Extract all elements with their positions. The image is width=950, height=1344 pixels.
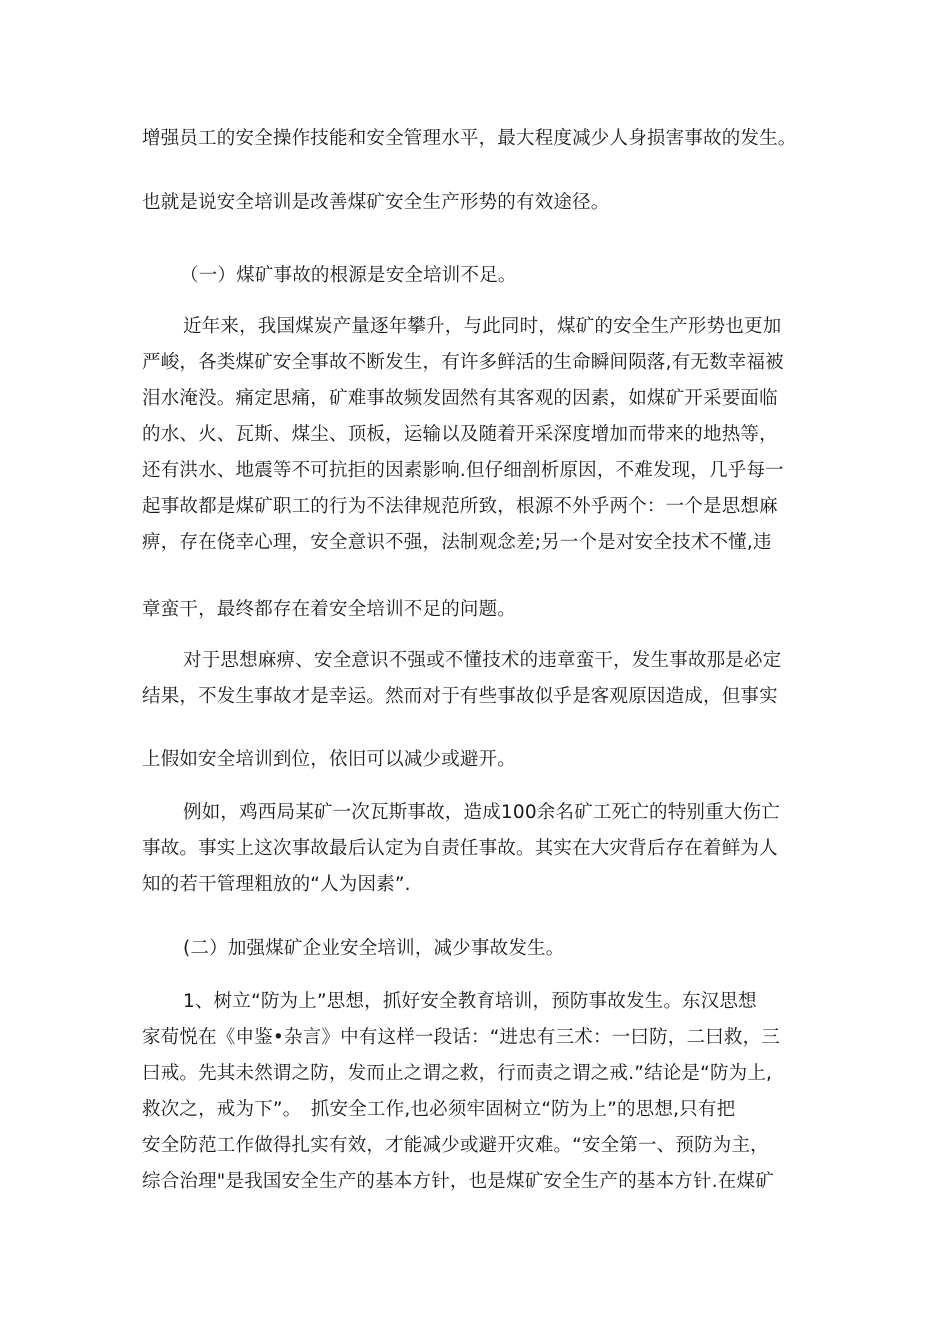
text-line: 1、树立“防为上”思想，抓好安全教育培训，预防事故发生。东汉思想 xyxy=(183,991,757,1012)
text-line: 泪水淹没。痛定思痛，矿难事故频发固然有其客观的因素，如煤矿开采要面临 xyxy=(142,388,778,409)
text-line: 的水、火、瓦斯、煤尘、顶板，运输以及随着开采深度增加而带来的地热等， xyxy=(142,424,778,445)
text-line: 综合治理"是我国安全生产的基本方针，也是煤矿安全生产的基本方针.在煤矿 xyxy=(142,1171,774,1192)
section-heading: （一）煤矿事故的根源是安全培训不足。 xyxy=(180,265,517,286)
text-line: 近年来，我国煤炭产量逐年攀升，与此同时，煤矿的安全生产形势也更加 xyxy=(183,316,782,337)
text-line: 例如，鸡西局某矿一次瓦斯事故，造成100余名矿工死亡的特别重大伤亡 xyxy=(183,802,780,823)
text-line: 上假如安全培训到位，依旧可以减少或避开。 xyxy=(142,749,517,770)
text-line: 痹，存在侥幸心理，安全意识不强，法制观念差;另一个是对安全技术不懂,违 xyxy=(142,532,772,553)
text-line: 对于思想麻痹、安全意识不强或不懂技术的违章蛮干，发生事故那是必定 xyxy=(183,650,782,671)
text-line: 事故。事实上这次事故最后认定为自责任事故。其实在大灾背后存在着鲜为人 xyxy=(142,838,778,859)
text-line: 起事故都是煤矿职工的行为不法律规范所致，根源不外乎两个：一个是思想麻 xyxy=(142,496,778,517)
text-line: 增强员工的安全操作技能和安全管理水平，最大程度减少人身损害事故的发生。 xyxy=(142,128,797,149)
text-line: 安全防范工作做得扎实有效，才能减少或避开灾难。“安全第一、预防为主， xyxy=(142,1135,769,1156)
section-heading: (二）加强煤矿企业安全培训，减少事故发生。 xyxy=(183,938,565,959)
text-line: 知的若干管理粗放的“人为因素”. xyxy=(142,874,411,895)
text-line: 严峻，各类煤矿安全事故不断发生，有许多鲜活的生命瞬间陨落,有无数幸福被 xyxy=(142,352,784,373)
text-line: 章蛮干，最终都存在着安全培训不足的问题。 xyxy=(142,599,517,620)
text-line: 家荀悦在《申鉴•杂言》中有这样一段话：“进忠有三术：一曰防，二曰救，三 xyxy=(142,1027,780,1048)
text-line: 还有洪水、地震等不可抗拒的因素影响.但仔细剖析原因，不难发现，几乎每一 xyxy=(142,460,784,481)
text-line: 结果，不发生事故才是幸运。然而对于有些事故似乎是客观原因造成，但事实 xyxy=(142,686,778,707)
text-line: 也就是说安全培训是改善煤矿安全生产形势的有效途径。 xyxy=(142,192,610,213)
text-line: 救次之，戒为下”。 抓安全工作,也必须牢固树立“防为上”的思想,只有把 xyxy=(142,1099,736,1120)
text-line: 曰戒。先其未然谓之防，发而止之谓之救，行而责之谓之戒.”结论是“防为上, xyxy=(142,1063,773,1084)
